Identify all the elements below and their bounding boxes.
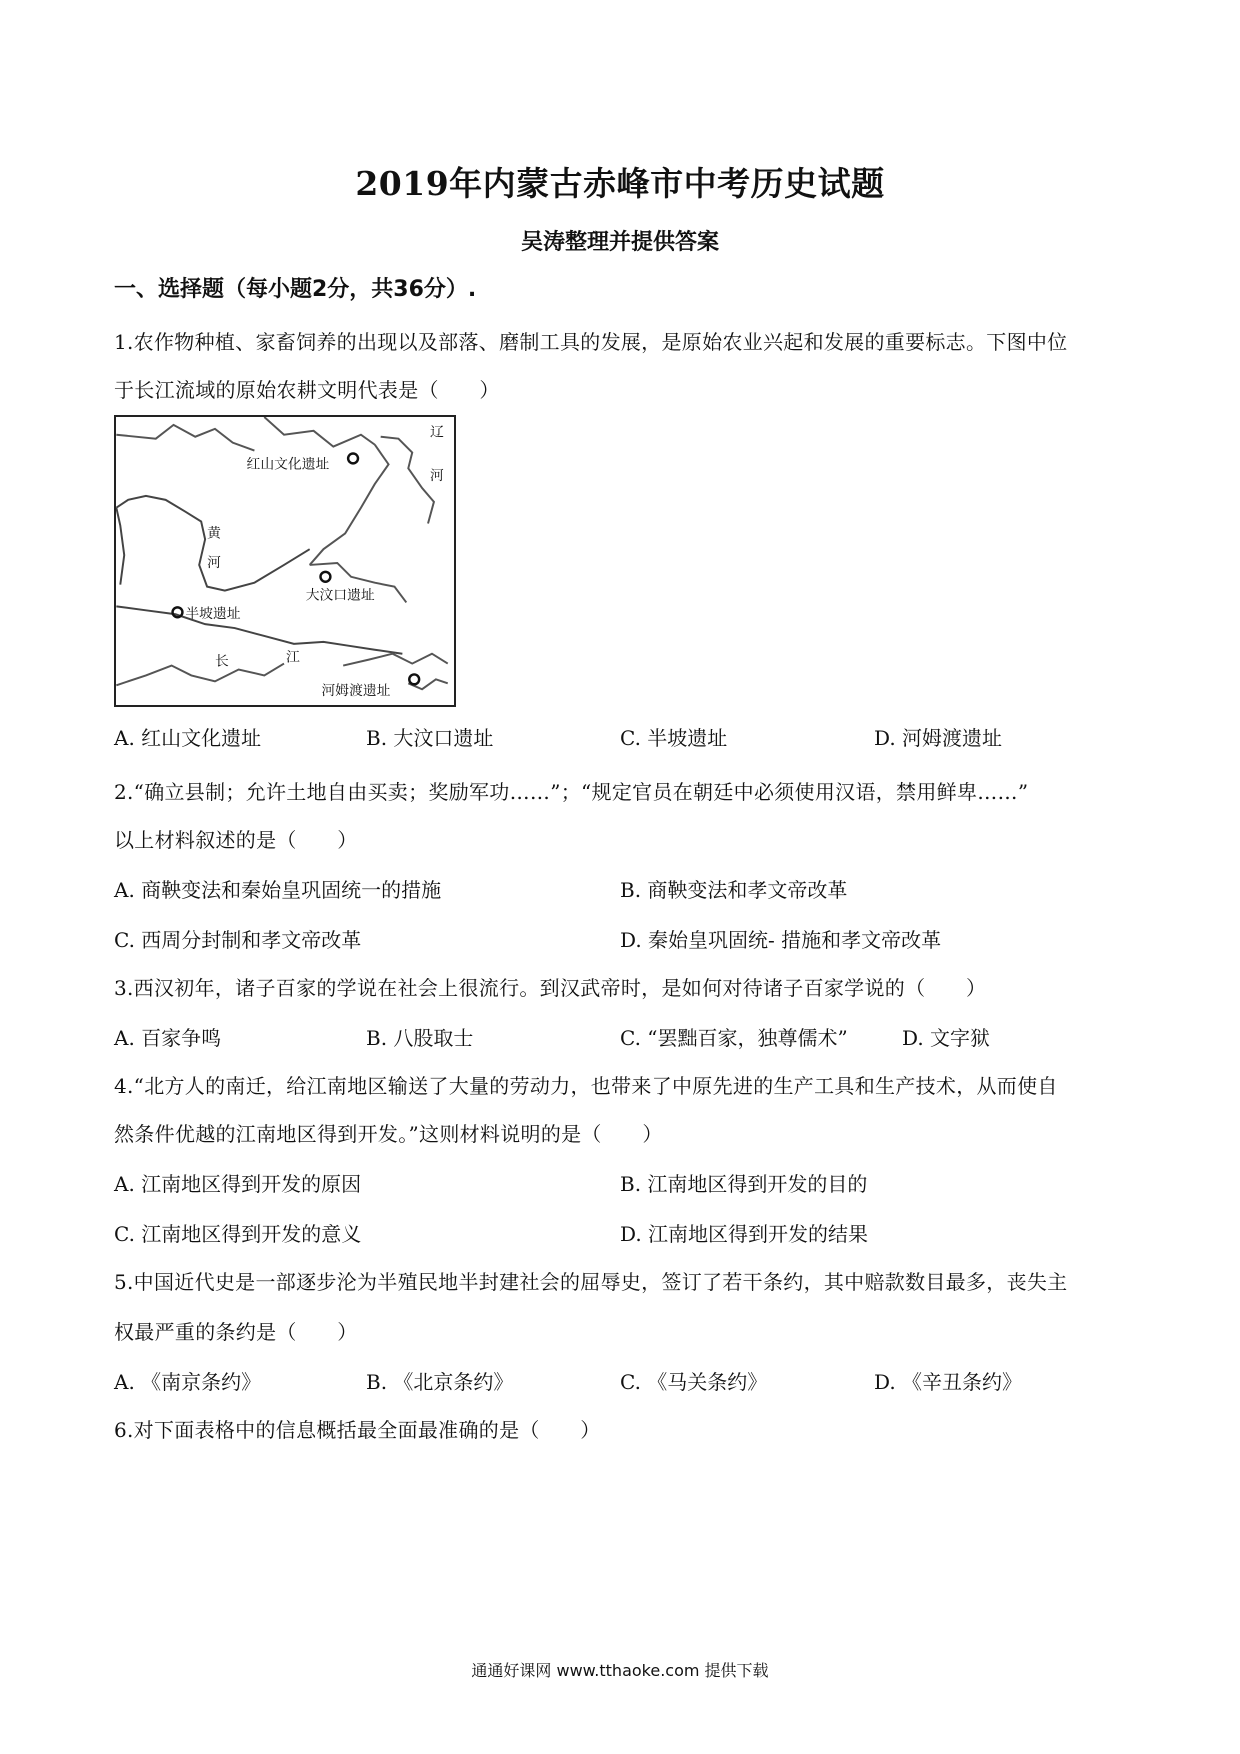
question-3-option-b: B. 八股取士 [366,1026,474,1050]
question-1-option-a: A. 红山文化遗址 [114,726,262,750]
question-4-line-2: 然条件优越的江南地区得到开发。”这则材料说明的是（ ） [114,1122,663,1146]
question-1-option-c: C. 半坡遗址 [620,726,728,750]
question-3-option-c: C. “罢黜百家，独尊儒术” [620,1026,848,1050]
question-2-option-c: C. 西周分封制和孝文帝改革 [114,928,362,952]
page-subtitle: 吴涛整理并提供答案 [520,229,719,255]
question-1-line-2: 于长江流域的原始农耕文明代表是（ ） [114,378,500,402]
question-1-option-b: B. 大汶口遗址 [366,726,494,750]
map-label-banpo: 半坡遗址 [185,606,241,623]
map-label-dawenkou: 大汶口遗址 [305,587,375,604]
question-3-option-d: D. 文字狱 [902,1026,991,1050]
page-title: 2019年内蒙古赤峰市中考历史试题 [355,164,885,203]
question-5-option-d: D. 《辛丑条约》 [874,1370,1023,1394]
question-4-option-a: A. 江南地区得到开发的原因 [114,1172,362,1196]
question-3-line-1: 3.西汉初年，诸子百家的学说在社会上很流行。到汉武帝时，是如何对待诸子百家学说的（ ） [114,976,987,1000]
question-5-line-1: 5.中国近代史是一部逐步沦为半殖民地半封建社会的屈辱史，签订了若干条约，其中赔款数目最多，丧失主 [114,1270,1068,1294]
question-2-option-b: B. 商鞅变法和孝文帝改革 [620,878,848,902]
page-footer: 通通好课网 www.tthaoke.com 提供下载 [471,1661,769,1680]
question-1-option-d: D. 河姆渡遗址 [874,726,1003,750]
map-label-jiang: 江 [285,649,300,666]
map-figure [114,415,456,707]
question-6-line-1: 6.对下面表格中的信息概括最全面最准确的是（ ） [114,1418,601,1442]
question-2-line-2: 以上材料叙述的是（ ） [114,828,358,852]
map-label-huang: 黄 [207,525,221,542]
question-3-option-a: A. 百家争鸣 [114,1026,222,1050]
site-marker-hemudu [409,674,419,684]
map-label-liao-he: 河 [429,468,444,485]
question-5-line-2: 权最严重的条约是（ ） [114,1320,358,1344]
question-2-option-d: D. 秦始皇巩固统- 措施和孝文帝改革 [620,928,942,952]
question-5-option-a: A. 《南京条约》 [114,1370,262,1394]
map-label-chang: 长 [214,653,229,670]
question-4-option-c: C. 江南地区得到开发的意义 [114,1222,362,1246]
map-label-hongshan: 红山文化遗址 [246,456,330,473]
site-marker-hongshan [348,453,358,463]
section-heading: 一、选择题（每小题2分，共36分）. [114,277,477,302]
question-2-option-a: A. 商鞅变法和秦始皇巩固统一的措施 [114,878,442,902]
map-label-he: 河 [207,554,221,571]
map-svg [116,417,454,705]
question-5-option-b: B. 《北京条约》 [366,1370,514,1394]
map-label-liao: 辽 [429,424,444,441]
question-2-line-1: 2.“确立县制；允许土地自由买卖；奖励军功……”；“规定官员在朝廷中必须使用汉语，禁用鲜卑……” [114,780,1029,804]
question-4-option-d: D. 江南地区得到开发的结果 [620,1222,869,1246]
question-5-option-c: C. 《马关条约》 [620,1370,768,1394]
map-label-hemudu: 河姆渡遗址 [321,683,391,700]
question-4-line-1: 4.“北方人的南迁，给江南地区输送了大量的劳动力，也带来了中原先进的生产工具和生产技术，从而使自 [114,1074,1058,1098]
question-1-line-1: 1.农作物种植、家畜饲养的出现以及部落、磨制工具的发展，是原始农业兴起和发展的重要标志。下图中位 [114,330,1068,354]
site-marker-dawenkou [321,572,331,582]
question-4-option-b: B. 江南地区得到开发的目的 [620,1172,868,1196]
